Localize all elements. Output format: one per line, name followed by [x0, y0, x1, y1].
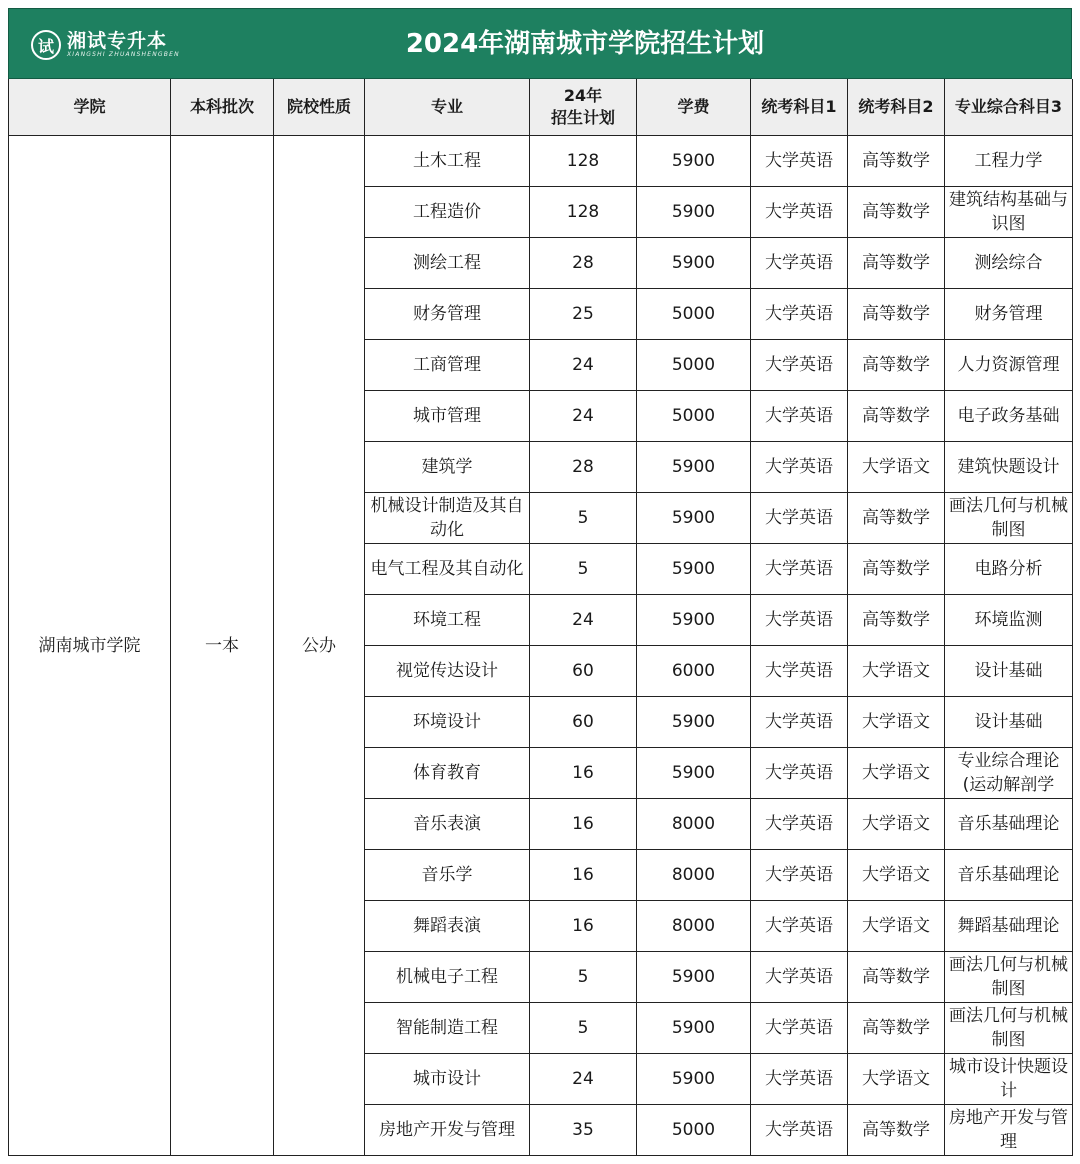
- plan-cell: 16: [530, 748, 637, 799]
- major-cell: 工程造价: [365, 187, 530, 238]
- fee-cell: 5000: [637, 289, 751, 340]
- admission-plan-sheet: [8, 8, 1072, 1156]
- plan-cell: 128: [530, 187, 637, 238]
- fee-cell: 5000: [637, 391, 751, 442]
- major-cell: 智能制造工程: [365, 1003, 530, 1054]
- fee-cell: 5900: [637, 238, 751, 289]
- subject3-cell: 设计基础: [945, 697, 1073, 748]
- subject1-cell: 大学英语: [751, 646, 848, 697]
- fee-cell: 5000: [637, 340, 751, 391]
- subject3-cell: 电路分析: [945, 544, 1073, 595]
- subject3-cell: 画法几何与机械制图: [945, 952, 1073, 1003]
- fee-cell: 5900: [637, 442, 751, 493]
- subject1-cell: 大学英语: [751, 340, 848, 391]
- subject3-cell: 专业综合理论(运动解剖学: [945, 748, 1073, 799]
- header-major: 专业: [365, 79, 530, 136]
- subject2-cell: 高等数学: [848, 391, 945, 442]
- subject2-cell: 大学语文: [848, 850, 945, 901]
- major-cell: 体育教育: [365, 748, 530, 799]
- fee-cell: 6000: [637, 646, 751, 697]
- subject3-cell: 人力资源管理: [945, 340, 1073, 391]
- subject3-cell: 测绘综合: [945, 238, 1073, 289]
- subject1-cell: 大学英语: [751, 952, 848, 1003]
- brand-pinyin: XIANGSHI ZHUANSHENGBEN: [67, 51, 180, 58]
- major-cell: 舞蹈表演: [365, 901, 530, 952]
- header-fee: 学费: [637, 79, 751, 136]
- subject3-cell: 音乐基础理论: [945, 850, 1073, 901]
- subject3-cell: 设计基础: [945, 646, 1073, 697]
- subject1-cell: 大学英语: [751, 1054, 848, 1105]
- nature-cell: 公办: [274, 136, 365, 1156]
- plan-cell: 25: [530, 289, 637, 340]
- plan-cell: 60: [530, 697, 637, 748]
- subject2-cell: 大学语文: [848, 748, 945, 799]
- subject1-cell: 大学英语: [751, 748, 848, 799]
- subject3-cell: 财务管理: [945, 289, 1073, 340]
- header-school: 学院: [9, 79, 171, 136]
- subject1-cell: 大学英语: [751, 238, 848, 289]
- plan-cell: 16: [530, 901, 637, 952]
- subject3-cell: 画法几何与机械制图: [945, 493, 1073, 544]
- brand-name: 湘试专升本: [67, 30, 168, 52]
- major-cell: 电气工程及其自动化: [365, 544, 530, 595]
- fee-cell: 5900: [637, 136, 751, 187]
- subject3-cell: 房地产开发与管理: [945, 1105, 1073, 1156]
- seal-icon: 试: [31, 30, 61, 60]
- subject1-cell: 大学英语: [751, 595, 848, 646]
- fee-cell: 5900: [637, 595, 751, 646]
- plan-cell: 16: [530, 799, 637, 850]
- major-cell: 土木工程: [365, 136, 530, 187]
- plan-cell: 128: [530, 136, 637, 187]
- subject1-cell: 大学英语: [751, 391, 848, 442]
- table-body: [9, 136, 1073, 1156]
- header-subject3: 专业综合科目3: [945, 79, 1073, 136]
- header-row: [9, 79, 1073, 136]
- subject1-cell: 大学英语: [751, 697, 848, 748]
- plan-cell: 60: [530, 646, 637, 697]
- subject3-cell: 建筑结构基础与识图: [945, 187, 1073, 238]
- subject3-cell: 环境监测: [945, 595, 1073, 646]
- major-cell: 测绘工程: [365, 238, 530, 289]
- subject3-cell: 城市设计快题设计: [945, 1054, 1073, 1105]
- plan-cell: 24: [530, 1054, 637, 1105]
- subject3-cell: 建筑快题设计: [945, 442, 1073, 493]
- major-cell: 环境工程: [365, 595, 530, 646]
- fee-cell: 5900: [637, 748, 751, 799]
- header-nature: 院校性质: [274, 79, 365, 136]
- subject2-cell: 高等数学: [848, 952, 945, 1003]
- major-cell: 机械电子工程: [365, 952, 530, 1003]
- major-cell: 建筑学: [365, 442, 530, 493]
- subject2-cell: 大学语文: [848, 901, 945, 952]
- subject1-cell: 大学英语: [751, 187, 848, 238]
- subject1-cell: 大学英语: [751, 493, 848, 544]
- major-cell: 城市设计: [365, 1054, 530, 1105]
- subject2-cell: 高等数学: [848, 1003, 945, 1054]
- subject2-cell: 高等数学: [848, 136, 945, 187]
- subject2-cell: 大学语文: [848, 799, 945, 850]
- plan-cell: 24: [530, 391, 637, 442]
- major-cell: 房地产开发与管理: [365, 1105, 530, 1156]
- subject1-cell: 大学英语: [751, 1003, 848, 1054]
- fee-cell: 8000: [637, 850, 751, 901]
- subject2-cell: 大学语文: [848, 1054, 945, 1105]
- subject2-cell: 高等数学: [848, 1105, 945, 1156]
- subject1-cell: 大学英语: [751, 901, 848, 952]
- fee-cell: 5900: [637, 187, 751, 238]
- plan-cell: 24: [530, 340, 637, 391]
- plan-cell: 35: [530, 1105, 637, 1156]
- plan-cell: 28: [530, 442, 637, 493]
- fee-cell: 5900: [637, 697, 751, 748]
- subject3-cell: 电子政务基础: [945, 391, 1073, 442]
- fee-cell: 5900: [637, 544, 751, 595]
- page-title: 2024年湖南城市学院招生计划: [405, 29, 765, 59]
- header-subject1: 统考科目1: [751, 79, 848, 136]
- subject3-cell: 舞蹈基础理论: [945, 901, 1073, 952]
- subject1-cell: 大学英语: [751, 544, 848, 595]
- fee-cell: 8000: [637, 799, 751, 850]
- plan-cell: 5: [530, 544, 637, 595]
- admission-table: [8, 79, 1073, 1156]
- title-banner: [8, 8, 1072, 79]
- batch-cell: 一本: [171, 136, 274, 1156]
- fee-cell: 5900: [637, 952, 751, 1003]
- subject3-cell: 音乐基础理论: [945, 799, 1073, 850]
- plan-cell: 28: [530, 238, 637, 289]
- fee-cell: 5900: [637, 1054, 751, 1105]
- subject2-cell: 大学语文: [848, 697, 945, 748]
- major-cell: 城市管理: [365, 391, 530, 442]
- subject3-cell: 工程力学: [945, 136, 1073, 187]
- header-subject2: 统考科目2: [848, 79, 945, 136]
- plan-cell: 5: [530, 1003, 637, 1054]
- subject2-cell: 大学语文: [848, 442, 945, 493]
- subject2-cell: 高等数学: [848, 187, 945, 238]
- school-cell: 湖南城市学院: [9, 136, 171, 1156]
- fee-cell: 5000: [637, 1105, 751, 1156]
- subject2-cell: 高等数学: [848, 595, 945, 646]
- subject2-cell: 高等数学: [848, 289, 945, 340]
- subject2-cell: 高等数学: [848, 238, 945, 289]
- fee-cell: 5900: [637, 1003, 751, 1054]
- plan-cell: 5: [530, 493, 637, 544]
- subject2-cell: 高等数学: [848, 340, 945, 391]
- subject1-cell: 大学英语: [751, 799, 848, 850]
- subject1-cell: 大学英语: [751, 442, 848, 493]
- major-cell: 机械设计制造及其自动化: [365, 493, 530, 544]
- subject2-cell: 高等数学: [848, 544, 945, 595]
- subject2-cell: 大学语文: [848, 646, 945, 697]
- subject1-cell: 大学英语: [751, 289, 848, 340]
- fee-cell: 8000: [637, 901, 751, 952]
- plan-cell: 24: [530, 595, 637, 646]
- major-cell: 音乐表演: [365, 799, 530, 850]
- major-cell: 环境设计: [365, 697, 530, 748]
- major-cell: 工商管理: [365, 340, 530, 391]
- header-batch: 本科批次: [171, 79, 274, 136]
- plan-cell: 5: [530, 952, 637, 1003]
- major-cell: 视觉传达设计: [365, 646, 530, 697]
- major-cell: 财务管理: [365, 289, 530, 340]
- plan-cell: 16: [530, 850, 637, 901]
- subject1-cell: 大学英语: [751, 850, 848, 901]
- table-row: [9, 136, 1073, 187]
- major-cell: 音乐学: [365, 850, 530, 901]
- fee-cell: 5900: [637, 493, 751, 544]
- subject3-cell: 画法几何与机械制图: [945, 1003, 1073, 1054]
- subject1-cell: 大学英语: [751, 136, 848, 187]
- subject1-cell: 大学英语: [751, 1105, 848, 1156]
- header-plan: 24年 招生计划: [530, 79, 637, 136]
- subject2-cell: 高等数学: [848, 493, 945, 544]
